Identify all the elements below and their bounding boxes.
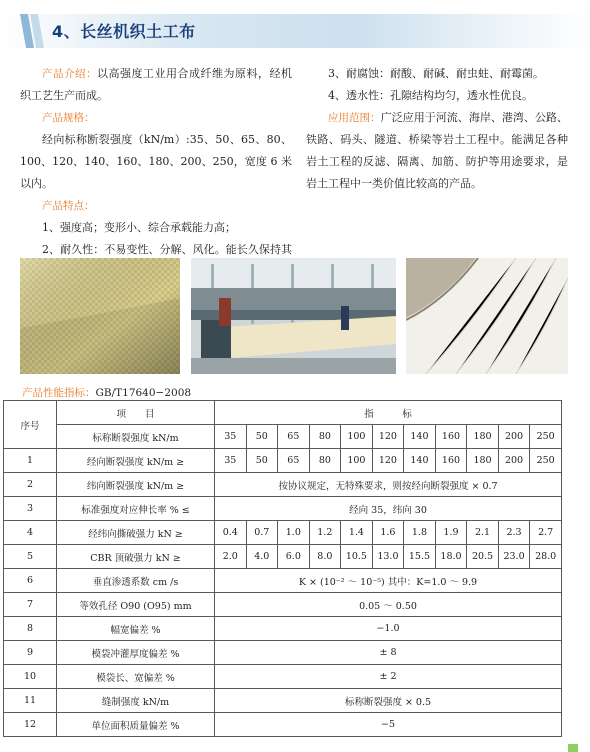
table-row xyxy=(4,569,562,593)
row-value-cell: 13.0 xyxy=(372,545,404,569)
row-value-cell: 20.5 xyxy=(467,545,499,569)
header-stripe-icon xyxy=(20,14,44,48)
nominal-value-cell: 140 xyxy=(404,425,436,449)
row-item-cell: 垂直渗透系数 cm /s xyxy=(57,569,215,593)
row-value-cell: 2.7 xyxy=(530,521,562,545)
row-item-cell: CBR 顶破强力 kN ≥ xyxy=(57,545,215,569)
nominal-value-cell: 200 xyxy=(498,425,530,449)
table-row xyxy=(4,473,562,497)
row-item-cell: 经向断裂强度 kN/m ≥ xyxy=(57,449,215,473)
row-item-cell: 模袋长、宽偏差 % xyxy=(57,665,215,689)
features-heading xyxy=(20,195,292,217)
table-row xyxy=(4,617,562,641)
row-value-cell: 80 xyxy=(309,449,341,473)
features-label: 产品特点： xyxy=(42,200,95,212)
row-value-cell: 1.2 xyxy=(309,521,341,545)
row-item-cell: 幅宽偏差 % xyxy=(57,617,215,641)
row-value-cell: 0.4 xyxy=(215,521,247,545)
feature-item: 1、强度高；变形小、综合承载能力高； xyxy=(42,221,236,234)
intro-label: 产品介绍： xyxy=(42,68,97,80)
table-row xyxy=(4,545,562,569)
indicator-header: 指 标 xyxy=(215,401,562,425)
row-item-cell: 标准强度对应伸长率 % ≤ xyxy=(57,497,215,521)
row-value-cell: 6.0 xyxy=(278,545,310,569)
nominal-value-cell: 250 xyxy=(530,425,562,449)
row-merged-value-cell: −5 xyxy=(215,713,562,737)
table-row xyxy=(4,593,562,617)
row-merged-value-cell: ± 2 xyxy=(215,665,562,689)
row-value-cell: 100 xyxy=(341,449,373,473)
nominal-value-cell: 80 xyxy=(309,425,341,449)
nominal-value-cell: 50 xyxy=(246,425,278,449)
row-number-cell: 3 xyxy=(4,497,57,521)
table-row xyxy=(4,689,562,713)
row-value-cell: 140 xyxy=(404,449,436,473)
feature-item: 3、耐腐蚀：耐酸、耐碱、耐虫蛀、耐霉菌。 xyxy=(328,67,544,80)
row-value-cell: 180 xyxy=(467,449,499,473)
table-row xyxy=(4,713,562,737)
nominal-value-cell: 180 xyxy=(467,425,499,449)
row-value-cell: 1.0 xyxy=(278,521,310,545)
feature-item: 4、透水性：孔隙结构均匀，透水性优良。 xyxy=(328,89,533,102)
row-value-cell: 1.9 xyxy=(435,521,467,545)
row-value-cell: 2.0 xyxy=(215,545,247,569)
row-value-cell: 2.1 xyxy=(467,521,499,545)
row-merged-value-cell: 经向 35，纬向 30 xyxy=(215,497,562,521)
row-item-cell: 缝制强度 kN/m xyxy=(57,689,215,713)
row-value-cell: 28.0 xyxy=(530,545,562,569)
nominal-value-cell: 65 xyxy=(278,425,310,449)
feature-item: 2、耐久性：不易变性、分解、风化。能长久保持其 xyxy=(42,243,292,256)
row-value-cell: 0.7 xyxy=(246,521,278,545)
seq-header: 序号 xyxy=(4,401,57,449)
row-value-cell: 1.6 xyxy=(372,521,404,545)
nominal-strength-row xyxy=(4,425,562,449)
performance-standard: GB/T17640−2008 xyxy=(95,387,192,399)
row-value-cell: 120 xyxy=(372,449,404,473)
left-text-column xyxy=(20,63,292,283)
spec-heading xyxy=(20,107,292,129)
row-number-cell: 2 xyxy=(4,473,57,497)
row-value-cell: 35 xyxy=(215,449,247,473)
weaving-loom-photo xyxy=(191,258,396,374)
nominal-value-cell: 100 xyxy=(341,425,373,449)
nominal-value-cell: 35 xyxy=(215,425,247,449)
corner-color-mark xyxy=(568,744,578,752)
row-number-cell: 12 xyxy=(4,713,57,737)
row-value-cell: 2.3 xyxy=(498,521,530,545)
row-item-cell: 单位面积质量偏差 % xyxy=(57,713,215,737)
row-number-cell: 8 xyxy=(4,617,57,641)
row-value-cell: 15.5 xyxy=(404,545,436,569)
row-number-cell: 5 xyxy=(4,545,57,569)
row-merged-value-cell: 标称断裂强度 × 0.5 xyxy=(215,689,562,713)
row-value-cell: 50 xyxy=(246,449,278,473)
row-item-cell: 模袋冲灌厚度偏差 % xyxy=(57,641,215,665)
fabric-closeup-photo xyxy=(20,258,180,374)
row-number-cell: 7 xyxy=(4,593,57,617)
application-text: 广泛应用于河流、海岸、港湾、公路、铁路、码头、隧道、桥梁等岩土工程中。能满足各种岩土工程的反滤、隔离、加筋、防护等用途要求，是岩土工程中一类价值比较高的产品。 xyxy=(306,111,569,190)
nominal-value-cell: 120 xyxy=(372,425,404,449)
section-title: 4、长丝机织土工布 xyxy=(52,22,196,41)
row-value-cell: 200 xyxy=(498,449,530,473)
table-row xyxy=(4,641,562,665)
row-number-cell: 6 xyxy=(4,569,57,593)
row-merged-value-cell: −1.0 xyxy=(215,617,562,641)
row-value-cell: 1.4 xyxy=(341,521,373,545)
nominal-value-cell: 160 xyxy=(435,425,467,449)
row-number-cell: 10 xyxy=(4,665,57,689)
performance-label: 产品性能指标： xyxy=(22,387,96,399)
table-row xyxy=(4,521,562,545)
table-row xyxy=(4,449,562,473)
row-merged-value-cell: 按协议规定，无特殊要求，则按经向断裂强度 × 0.7 xyxy=(215,473,562,497)
table-row xyxy=(4,665,562,689)
row-value-cell: 4.0 xyxy=(246,545,278,569)
row-value-cell: 8.0 xyxy=(309,545,341,569)
row-value-cell: 250 xyxy=(530,449,562,473)
table-row xyxy=(4,497,562,521)
row-value-cell: 18.0 xyxy=(435,545,467,569)
row-value-cell: 23.0 xyxy=(498,545,530,569)
spec-label: 产品规格： xyxy=(42,112,95,124)
application-label: 应用范围： xyxy=(328,112,381,124)
row-item-cell: 经纬向撕破强力 kN ≥ xyxy=(57,521,215,545)
item-header: 项 目 xyxy=(57,401,215,425)
row-value-cell: 10.5 xyxy=(341,545,373,569)
installed-geotextile-photo xyxy=(406,258,568,374)
row-merged-value-cell: ± 8 xyxy=(215,641,562,665)
row-item-cell: 等效孔径 O90 (O95) mm xyxy=(57,593,215,617)
application-paragraph xyxy=(306,107,568,195)
row-number-cell: 4 xyxy=(4,521,57,545)
right-text-column xyxy=(306,63,568,195)
row-number-cell: 11 xyxy=(4,689,57,713)
intro-paragraph xyxy=(20,63,292,107)
intro-text: 以高强度工业用合成纤维为原料，经机织工艺生产而成。 xyxy=(20,67,292,102)
row-merged-value-cell: 0.05 ～ 0.50 xyxy=(215,593,562,617)
nominal-strength-label: 标称断裂强度 kN/m xyxy=(57,425,215,449)
row-item-cell: 纬向断裂强度 kN/m ≥ xyxy=(57,473,215,497)
performance-table xyxy=(3,400,562,737)
row-merged-value-cell: K × (10⁻² ～ 10⁻⁵) 其中：K=1.0 ～ 9.9 xyxy=(215,569,562,593)
spec-text: 经向标称断裂强度（kN/m）:35、50、65、80、100、120、140、160、180、200、250，宽度 6 米以内。 xyxy=(20,133,292,190)
row-number-cell: 9 xyxy=(4,641,57,665)
table-header-row xyxy=(4,401,562,425)
row-number-cell: 1 xyxy=(4,449,57,473)
row-value-cell: 65 xyxy=(278,449,310,473)
row-value-cell: 160 xyxy=(435,449,467,473)
performance-standard-line xyxy=(22,385,191,400)
row-value-cell: 1.8 xyxy=(404,521,436,545)
